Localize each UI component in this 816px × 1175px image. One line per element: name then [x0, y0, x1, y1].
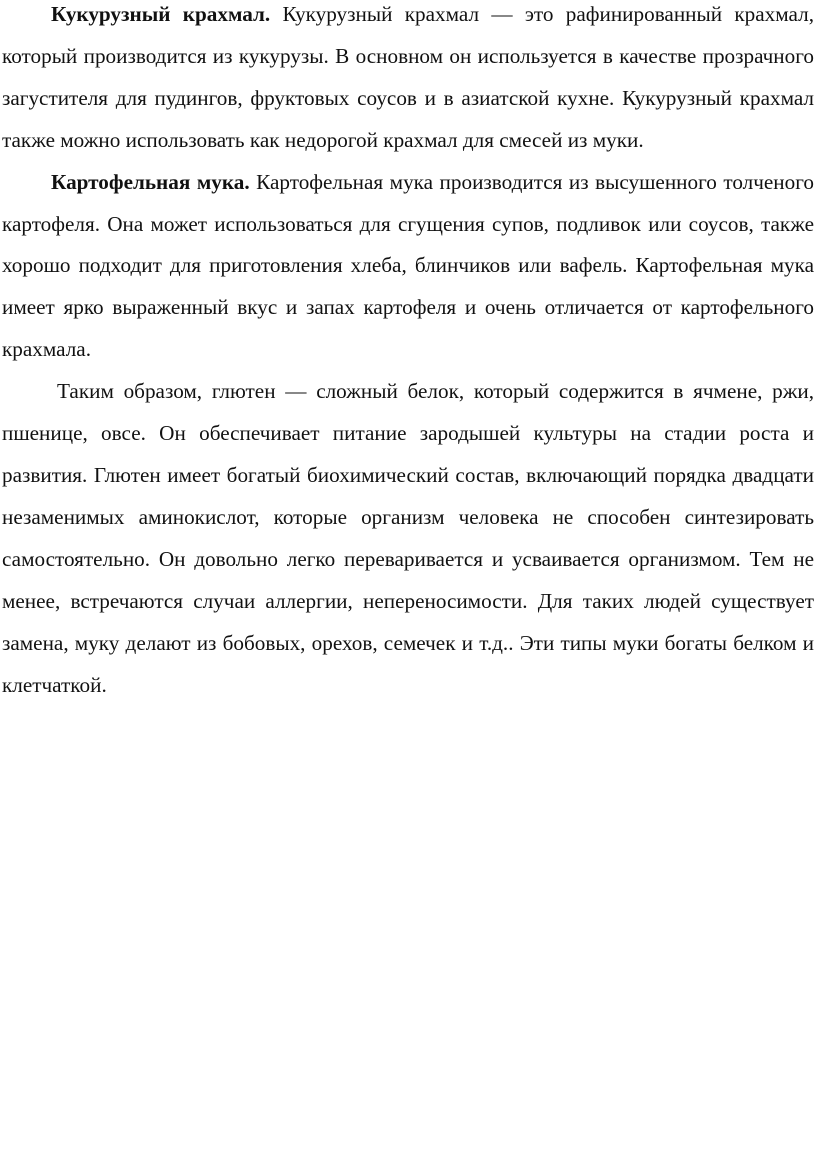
paragraph-text: Картофельная мука производится из высушенного толченого картофеля. Она может использоваться для сгущения супов, подливок или соусов, также хорошо подходит для приготовления хлеба, блинчиков или вафель. Картофельная мука имеет ярко выраженный вкус и запах картофеля и очень отличается от картофельного крахмала. — [2, 169, 814, 362]
paragraph-corn-starch — [2, 0, 814, 162]
paragraph-text: Кукурузный крахмал — это рафинированный крахмал, который производится из кукурузы. В основном он используется в качестве прозрачного загустителя для пудингов, фруктовых соусов и в азиатской кухне. Кукурузный крахмал также можно использовать как недорогой крахмал для смесей из муки. — [2, 2, 814, 152]
paragraph-text: Таким образом, глютен — сложный белок, который содержится в ячмене, ржи, пшенице, овсе. Он обеспечивает питание зародышей культуры на стадии роста и развития. Глютен имеет богатый биохимический состав, включающий порядка двадцати незаменимых аминокислот, которые организм человека не способен синтезировать самостоятельно. Он довольно легко переваривается и усваивается организмом. Тем не менее, встречаются случаи аллергии, непереносимости. Для таких людей существует замена, муку делают из бобовых, орехов, семечек и т.д.. Эти типы муки богаты белком и клетчаткой. — [2, 379, 814, 697]
paragraph-conclusion — [2, 371, 814, 706]
term-corn-starch: Кукурузный крахмал. — [51, 2, 271, 26]
term-potato-flour: Картофельная мука. — [51, 169, 250, 194]
document-body — [2, 0, 814, 706]
paragraph-potato-flour — [2, 162, 814, 372]
